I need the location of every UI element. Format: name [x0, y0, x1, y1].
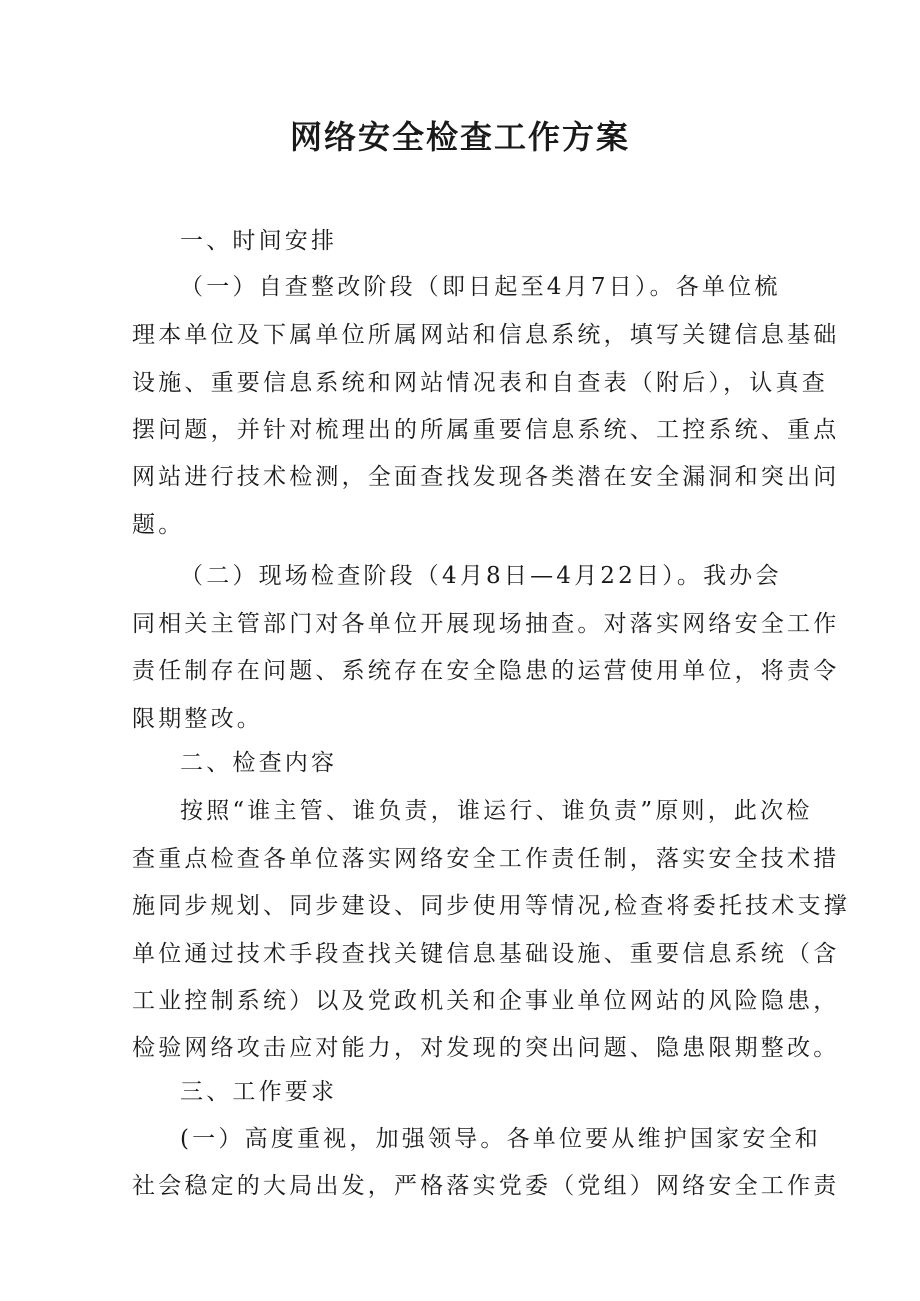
paragraph-line: 摆问题，并针对梳理出的所属重要信息系统、工控系统、重点	[132, 417, 840, 443]
paragraph-line: 限期整改。	[132, 706, 263, 732]
paragraph-line: 社会稳定的大局出发，严格落实党委（党组）网络安全工作责	[132, 1173, 840, 1199]
section-heading-requirements: 三、工作要求	[180, 1079, 338, 1105]
paragraph-line: 单位通过技术手段查找关键信息基础设施、重要信息系统（含	[132, 941, 840, 967]
paragraph-line: 按照“谁主管、谁负责，谁运行、谁负责”原则，此次检	[180, 798, 813, 824]
paragraph-line: 检验网络攻击应对能力，对发现的突出问题、隐患限期整改。	[132, 1035, 840, 1061]
paragraph-line: 设施、重要信息系统和网站情况表和自查表（附后），认真查	[132, 370, 828, 396]
paragraph-line: 施同步规划、同步建设、同步使用等情况,检查将委托技术支撑	[132, 893, 850, 919]
section-heading-content: 二、检查内容	[180, 750, 338, 776]
paragraph-line: 工业控制系统）以及党政机关和企事业单位网站的风险隐患，	[132, 988, 840, 1014]
document-title: 网络安全检查工作方案	[289, 118, 630, 156]
section-heading-schedule: 一、时间安排	[180, 228, 338, 254]
paragraph-line: 理本单位及下属单位所属网站和信息系统，填写关键信息基础	[132, 322, 840, 348]
paragraph-line: 责任制存在问题、系统存在安全隐患的运营使用单位，将责令	[132, 658, 840, 684]
paragraph-line: （一）自查整改阶段（即日起至4月7日）。各单位梳	[180, 274, 781, 300]
paragraph-line: 同相关主管部门对各单位开展现场抽查。对落实网络安全工作	[132, 611, 840, 637]
paragraph-line: (一）高度重视，加强领导。各单位要从维护国家安全和	[180, 1126, 821, 1152]
paragraph-line: （二）现场检查阶段（4月8日—4月22日）。我办会	[180, 563, 782, 589]
paragraph-line: 网站进行技术检测，全面查找发现各类潜在安全漏洞和突出问	[132, 464, 840, 490]
paragraph-line: 查重点检查各单位落实网络安全工作责任制，落实安全技术措	[132, 846, 840, 872]
paragraph-line: 题。	[132, 512, 185, 538]
